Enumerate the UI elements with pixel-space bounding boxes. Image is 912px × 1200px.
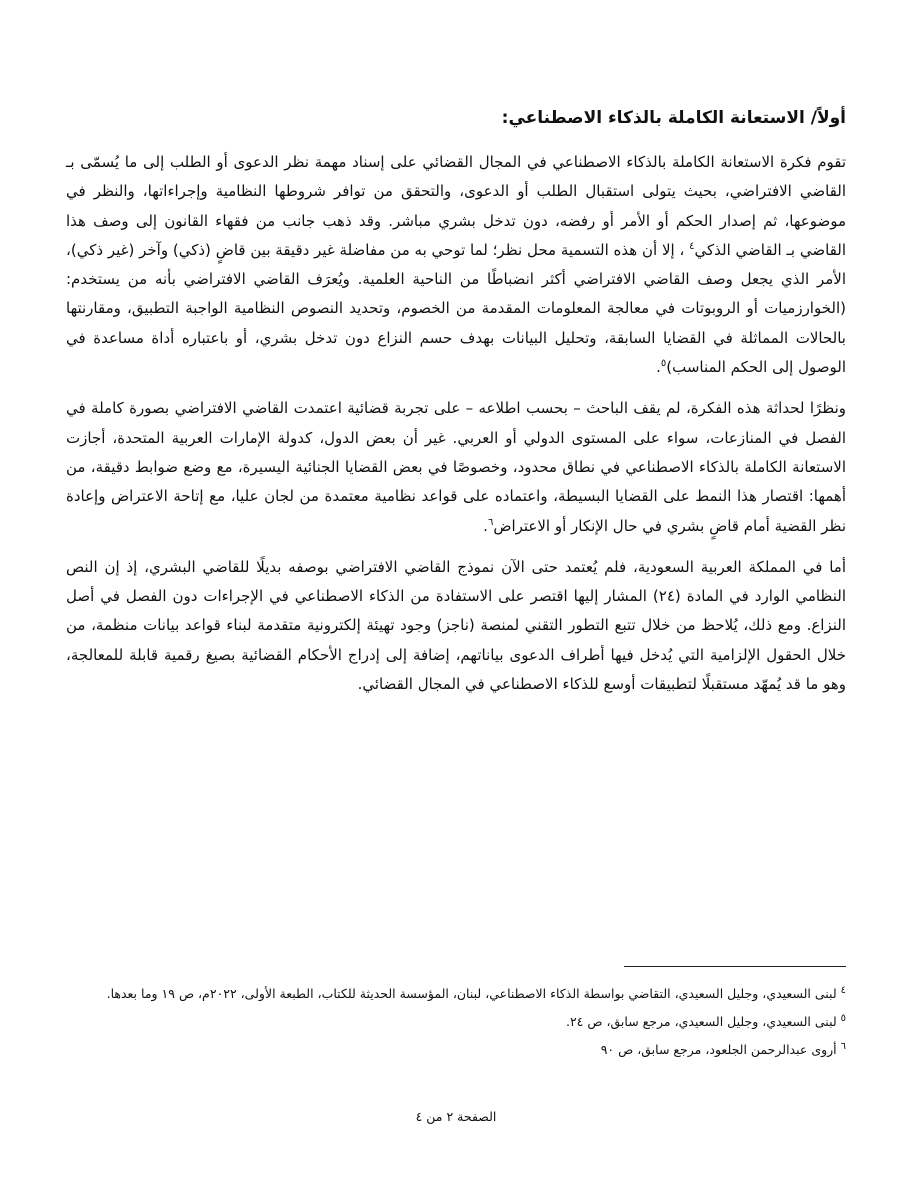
page-number: الصفحة ٢ من ٤	[415, 1109, 497, 1124]
paragraph-1-text-b: ، إلا أن هذه التسمية محل نظر؛ لما توحي به من مفاضلة غير دقيقة بين قاضٍ (ذكي) وآخر (غير ذكي)، الأمر الذي يجعل وصف القاضي الافتراضي أكثر انضباطًا من الناحية العلمية. ويُعرَف القاضي الافتراضي بأنه من يستخدم: (الخوارزميات أو الروبوتات في معالجة المعلومات المقدمة من الخصوم، وتحديد النصوص النظامية الواجبة التطبيق، ومقارنتها بالحالات المماثلة في القضايا السابقة، وتحليل البيانات بهدف حسم النزاع دون تدخل بشري، أو باعتباره أداة مساعدة في الوصول إلى الحكم المناسب)	[66, 240, 846, 377]
paragraph-2-text-a: ونظرًا لحداثة هذه الفكرة، لم يقف الباحث – بحسب اطلاعه – على تجربة قضائية اعتمدت القاضي الافتراضي بصورة كاملة في الفصل في المنازعات، سواء على المستوى الدولي أو العربي. غير أن بعض الدول، كدولة الإمارات العربية المتحدة، أجازت الاستعانة الكاملة بالذكاء الاصطناعي في نطاق محدود، وخصوصًا في بعض القضايا الجنائية اليسيرة، مع وضع ضوابط دقيقة، من أهمها: اقتصار هذا النمط على القضايا البسيطة، واعتماده على قواعد نظامية معتمدة من لجان عليا، مع إتاحة الاعتراض وإعادة نظر القضية أمام قاضٍ بشري في حال الإنكار أو الاعتراض	[66, 399, 846, 535]
document-body	[66, 104, 846, 711]
section-heading: أولاً/ الاستعانة الكاملة بالذكاء الاصطناعي:	[501, 108, 846, 128]
paragraph-1-text-c: .	[656, 358, 661, 377]
paragraph-2	[66, 394, 846, 540]
footnote-text: أروى عبدالرحمن الجلعود، مرجع سابق، ص ٩٠	[600, 1042, 841, 1057]
paragraph-1	[66, 148, 846, 382]
footnote-text: لبنى السعيدي، وجليل السعيدي، التقاضي بواسطة الذكاء الاصطناعي، لبنان، المؤسسة الحديثة للكتاب، الطبعة الأولى، ٢٠٢٢م، ص ١٩ وما بعدها.	[106, 986, 841, 1001]
footnote-4	[66, 981, 846, 1007]
footnote-ref-5[interactable]: ٥	[660, 358, 667, 370]
footnote-5	[66, 1009, 846, 1035]
footnote-ref-4[interactable]: ٤	[689, 240, 695, 252]
paragraph-3-text-a: أما في المملكة العربية السعودية، فلم يُعتمد حتى الآن نموذج القاضي الافتراضي بوصفه بديلًا للقاضي البشري، إذ إن النص النظامي الوارد في المادة (٢٤) المشار إليها اقتصر على الاستفادة من الذكاء الاصطناعي في الإجراءات دون الفصل في أصل النزاع. ومع ذلك، يُلاحظ من خلال تتبع التطور التقني لمنصة (ناجز) وجود تهيئة إلكترونية متقدمة لبناء قواعد بيانات منظمة، من خلال الحقول الإلزامية التي يُدخل فيها أطراف الدعوى بياناتهم، إضافة إلى إدراج الأحكام القضائية بصيغ رقمية قابلة للمعالجة، وهو ما قد يُمهّد مستقبلًا لتطبيقات أوسع للذكاء الاصطناعي في المجال القضائي.	[66, 557, 846, 694]
paragraph-2-text-b: .	[483, 516, 488, 535]
footnotes-section	[66, 966, 846, 1063]
footnote-number: ٦	[840, 1040, 846, 1052]
paragraph-3	[66, 553, 846, 699]
footnote-divider	[624, 966, 846, 967]
footnote-text: لبنى السعيدي، وجليل السعيدي، مرجع سابق، ص ٢٤.	[565, 1014, 841, 1029]
paragraph-1-text-a: تقوم فكرة الاستعانة الكاملة بالذكاء الاصطناعي في المجال القضائي على إسناد مهمة نظر الدعوى أو الطلب إلى ما يُسمّى بـ القاضي الافتراضي، بحيث يتولى استقبال الطلب أو الدعوى، والتحقق من توافر شروطها النظامية وإجراءاتها، والنظر في موضوعها، ثم إصدار الحكم أو الأمر أو رفضه، دون تدخل بشري مباشر. وقد ذهب جانب من فقهاء القانون إلى وصف هذا القاضي بـ القاضي الذكي	[66, 153, 846, 259]
footnote-ref-6[interactable]: ٦	[487, 516, 494, 528]
footnote-number: ٤	[840, 984, 846, 996]
footnote-number: ٥	[840, 1012, 846, 1024]
footnote-6	[66, 1037, 846, 1063]
